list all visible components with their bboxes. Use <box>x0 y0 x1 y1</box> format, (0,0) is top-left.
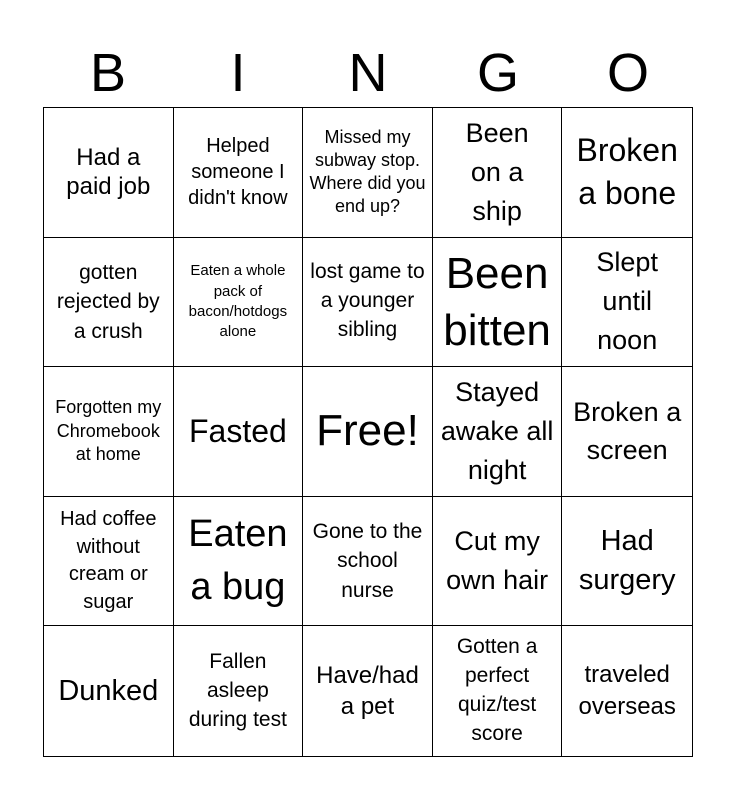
cell-text: Been on a ship <box>465 117 529 226</box>
cell-text: Eaten a whole pack of bacon/hotdogs alone <box>188 262 288 341</box>
bingo-cell-r2c3[interactable] <box>303 238 433 368</box>
bingo-cell-r2c5[interactable] <box>562 238 692 368</box>
bingo-cell-r4c3[interactable] <box>303 497 433 627</box>
bingo-cell-r5c5[interactable] <box>562 626 692 756</box>
bingo-cell-r1c3[interactable] <box>303 108 433 238</box>
bingo-cell-r2c2[interactable] <box>174 238 304 368</box>
header-letter-i: I <box>230 43 246 103</box>
bingo-cell-r5c3[interactable] <box>303 626 433 756</box>
cell-text: Fallen asleep during test <box>188 649 287 731</box>
bingo-cell-r5c2[interactable] <box>174 626 304 756</box>
bingo-cell-r1c5[interactable] <box>562 108 692 238</box>
cell-text: Gone to the school nurse <box>312 520 423 602</box>
cell-text: Cut my own hair <box>446 526 549 596</box>
bingo-cell-r4c2[interactable] <box>174 497 304 627</box>
bingo-cell-r4c4[interactable] <box>433 497 563 627</box>
cell-text: Broken a screen <box>573 396 682 466</box>
cell-text: Free! <box>316 406 419 456</box>
cell-text: Fasted <box>188 413 287 450</box>
bingo-cell-r2c1[interactable] <box>44 238 174 368</box>
cell-text: Gotten a perfect quiz/test score <box>456 635 538 746</box>
bingo-cell-r5c1[interactable] <box>44 626 174 756</box>
cell-text: Slept until noon <box>596 247 658 356</box>
bingo-cell-r3c2[interactable] <box>174 367 304 497</box>
bingo-cell-r3c4[interactable] <box>433 367 563 497</box>
cell-text: Had coffee without cream or sugar <box>60 507 157 613</box>
cell-text: Dunked <box>58 674 159 707</box>
cell-text: Broken a bone <box>576 132 678 212</box>
cell-text: Forgotten my Chromebook at home <box>55 397 162 465</box>
bingo-board <box>43 107 693 757</box>
bingo-cell-r3c1[interactable] <box>44 367 174 497</box>
header-letter-o: O <box>606 43 649 103</box>
cell-text: Stayed awake all night <box>440 377 554 485</box>
header-letter-n: N <box>348 43 388 103</box>
cell-text: lost game to a younger sibling <box>310 260 425 342</box>
cell-text: Had surgery <box>578 525 676 597</box>
bingo-cell-r3c3-free[interactable] <box>303 367 433 497</box>
bingo-cell-r4c5[interactable] <box>562 497 692 627</box>
cell-text: Missed my subway stop. Where did you end up? <box>309 127 426 217</box>
cell-text: Been bitten <box>443 248 551 355</box>
bingo-cell-r3c5[interactable] <box>562 367 692 497</box>
bingo-header <box>43 38 693 108</box>
cell-text: Had a paid job <box>66 143 151 201</box>
bingo-cell-r1c4[interactable] <box>433 108 563 238</box>
header-letter-g: G <box>476 43 519 103</box>
cell-text: Eaten a bug <box>188 512 288 609</box>
bingo-cell-r5c4[interactable] <box>433 626 563 756</box>
cell-text: Helped someone I didn't know <box>188 135 288 210</box>
bingo-cell-r2c4[interactable] <box>433 238 563 368</box>
bingo-cell-r4c1[interactable] <box>44 497 174 627</box>
cell-text: Have/had a pet <box>316 661 419 721</box>
header-letter-b: B <box>89 43 127 103</box>
cell-text: traveled overseas <box>578 660 676 721</box>
bingo-cell-r1c2[interactable] <box>174 108 304 238</box>
cell-text: gotten rejected by a crush <box>56 260 160 343</box>
bingo-cell-r1c1[interactable] <box>44 108 174 238</box>
